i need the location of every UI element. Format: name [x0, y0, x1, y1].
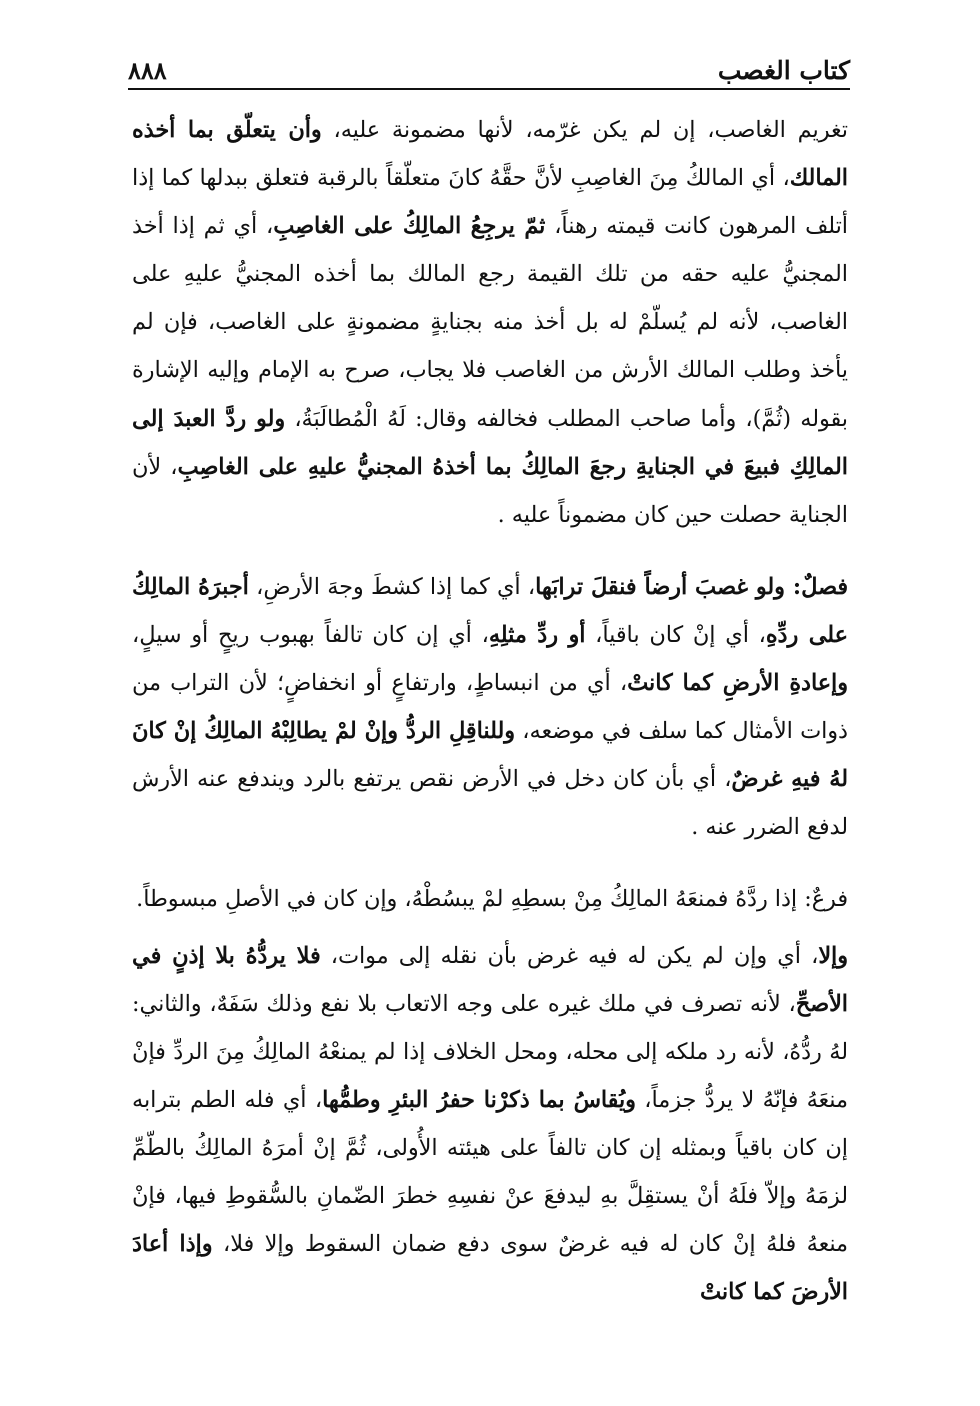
matn-text: أو ردِّ مثلِهِ — [488, 621, 586, 648]
paragraph-4 — [132, 932, 848, 1317]
commentary-text: ، أي إن كان تالفاً بهبوب ريحٍ أو سيلٍ، — [132, 621, 489, 648]
matn-text: ثمّ يرجِعُ المالِكُ على الغاصِبِ — [273, 213, 546, 240]
commentary-text: ، أي بأن كان دخل في الأرض نقص يرتفع بالرد ويندفع عنه الأرش لدفع الضرر عنه . — [132, 766, 848, 841]
matn-text: وإعادةِ الأرضِ كما كانتْ — [627, 670, 848, 697]
matn-text: ويُقاسُ بما ذكرْنا حفرُ البئرِ وطمُّها — [322, 1086, 636, 1113]
body-text — [132, 106, 848, 1376]
paragraph-1 — [132, 106, 848, 539]
matn-text: ولو ردَّ العبدَ إلى المالِكِ فبيعَ في الجنايةِ رجعَ المالِكُ بما أخذهُ المجنيُّ عليهِ على الغاصِبِ — [132, 405, 849, 480]
commentary-text: فرعٌ: إذا ردَّهُ فمنعَهُ المالِكُ مِنْ بسطِهِ لمْ يبسُطْهُ، وإن كان في الأصلِ مبسوطاً. — [136, 886, 848, 913]
matn-text: وأن يتعلّق بما أخذه المالك — [132, 117, 848, 192]
page-number: ٨٨٨ — [128, 56, 167, 85]
paragraph-2-fasl — [132, 563, 848, 852]
commentary-text: ، أي إنْ كان باقياً، — [585, 621, 766, 648]
matn-text: وإلا — [818, 942, 848, 969]
commentary-text: ، أي المالكُ مِنَ الغاصِبِ لأنَّ حقَّهُ كانَ متعلّقاً بالرقبة فتعلق ببدلها كما إذا أتلف المرهون كانت قيمته رهناً، — [132, 165, 848, 240]
page-header — [128, 50, 850, 90]
matn-text: فصلٌ: — [784, 573, 848, 600]
commentary-text: تغريم الغاصب، إن لم يكن غرّمه، لأنها مضمونة عليه، — [321, 117, 848, 143]
matn-text: وللناقِلِ الردُّ وإنْ لمْ يطالِبْهُ المالِكُ إنْ كانَ لهُ فيهِ غرضٌ — [132, 718, 848, 793]
commentary-text: ، لأنه تصرف في ملك غيره على وجه الاتعاب بلا نفع وذلك سَفَهٌ، والثاني: لهُ ردُّهُ، لأنه رد ملكه إلى محله، ومحل الخلاف إذا لم يمنعْهُ المالِكُ مِنَ الردِّ فإنْ منعَهُ فإنّهُ لا يردُّ جزماً، — [132, 990, 848, 1113]
matn-text: أجبرَهُ المالِكُ على ردِّهِ — [132, 573, 848, 648]
commentary-text: ، أي وإن لم يكن له فيه غرض بأن نقله إلى موات، — [320, 942, 819, 969]
book-title: كتاب الغصب — [704, 54, 850, 88]
commentary-text: ، أي فله الطم بترابه إن كان باقياً وبمثله إن كان تالفاً على هيئته الأُولى، ثُمَّ إنْ أمرَهُ المالِكُ بالطّمِّ لزمَهُ وإلاّ فلَهُ أنْ يستقِلَّ بهِ ليدفعَ عنْ نفسِهِ خطرَ الضّمانِ بالسُّقوطِ فيها، فإنْ منعهُ فلهُ إنْ كان له فيه غرضٌ سوى دفع ضمان السقوط وإلا فلا، — [132, 1086, 849, 1258]
paragraph-3-far — [132, 875, 848, 923]
commentary-text: ، أي ثم إذا أخذ المجنيُّ عليه حقه من تلك القيمة رجع المالك بما أخذه المجنيُّ عليهِ على الغاصب، لأنه لم يُسلّمْ له بل أخذ منه بجنايةٍ مضمونةٍ على الغاصب، فإن لم يأخذ وطلب المالك الأرش من الغاصب فلا يجاب، صرح به الإمام وإليه الإشارة بقوله (ثُمَّ)، وأما صاحب المطلب فخالفه وقال: لَهُ الْمُطالَبَةُ، — [132, 213, 848, 432]
matn-text: فلا يردُّهُ بلا إذنٍ في الأصحِّ — [132, 942, 848, 1017]
matn-text: وإذا أعادَ الأرضَ كما كانتْ — [132, 1231, 848, 1306]
matn-text: ولو غصبَ أرضاً فنقلَ ترابَها — [535, 573, 785, 600]
commentary-text: ، أي من انبساطٍ، وارتفاعٍ أو انخفاضٍ؛ لأن التراب من ذوات الأمثال كما سلف في موضعه، — [132, 670, 848, 745]
commentary-text: ، لأن الجناية حصلت حين كان مضموناً عليه . — [132, 453, 848, 528]
commentary-text: ، أي كما إذا كشطَ وجهَ الأرضِ، — [248, 573, 536, 600]
